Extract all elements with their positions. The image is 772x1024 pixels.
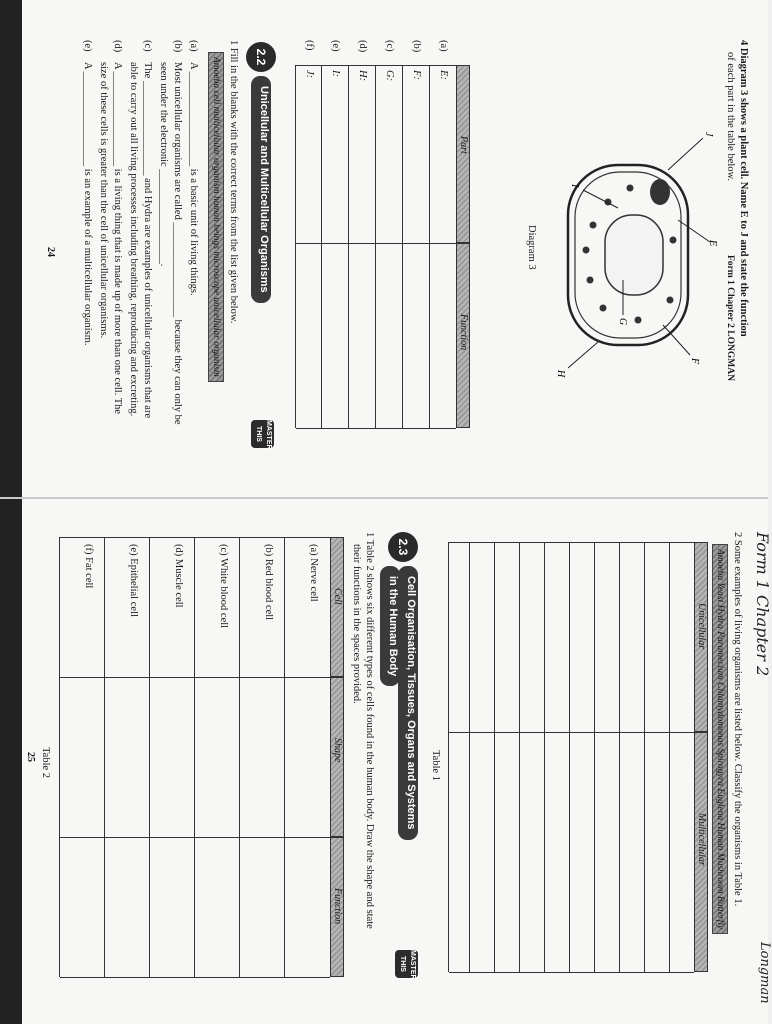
page-24 [0,0,768,512]
section-title-2-3-line2: in the Human Body [380,566,400,686]
page-25 [0,512,772,1024]
cell-row-white-blood: (c) White blood cell [218,544,229,629]
row-d-part: H: [357,70,368,82]
section-number-badge: 2.2 [246,42,276,72]
fill-item-d-cont: size of these cells is greater than the cell of unicellular organisms. [98,62,109,339]
table2-caption: Table 2 [40,747,51,779]
nucleus [650,179,670,205]
table2-header-function: Function [330,837,344,977]
table-header-part: Part [456,65,470,243]
cell-row-muscle: (d) Muscle cell [173,544,184,608]
organism-word-bank: Amoeba Yeast Hydra Paramecium Chlamydomonas Spirogyra Euglena Human Mushroom Butterfly [712,544,728,934]
row-b-item: (b) [411,40,422,53]
handwritten-brand-note: Longman [757,942,772,1004]
section-title-2-3: Cell Organisation, Tissues, Organs and Systems [398,566,418,840]
cell-row-fat: (f) Fat cell [83,544,94,589]
cell-row-red-blood: (b) Red blood cell [263,544,274,621]
label-e: E [707,240,718,247]
fill-item-e-label: (e) [82,40,93,52]
fill-item-e: A __________________ is an example of a multicellular organism. [82,62,93,346]
fill-item-a: A __________________ is a basic unit of living things. [188,62,199,296]
row-b-part: F: [411,70,422,80]
fill-item-c-cont: able to carry out all living processes including breathing, reproducing and excreting. [128,62,139,417]
fill-item-a-label: (a) [188,40,199,52]
row-c-item: (c) [384,40,395,52]
word-bank: Amoeba cell multicellular organism human beings microscope unicellular organism [208,52,224,382]
table1-caption: Table 1 [430,750,441,782]
diagram-caption: Diagram 3 [526,225,537,270]
cell-row-nerve: (a) Nerve cell [308,544,319,602]
chloroplast [627,185,634,192]
page-number-24: 24 [45,247,56,257]
fill-item-c-label: (c) [142,40,153,52]
row-d-item: (d) [357,40,368,53]
chloroplast [590,222,597,229]
table2-header-shape: Shape [330,677,344,837]
label-g: G [617,318,628,326]
question-4-line2: of each part in the table below. [725,52,736,182]
row-e-part: I: [330,70,341,77]
chloroplast [587,277,594,284]
fill-item-c: The __________________ and Hydra are examples of unicellular organisms that are [142,62,153,419]
row-a-item: (a) [438,40,449,52]
row-e-item: (e) [330,40,341,52]
question-2-text: 2 Some examples of living organisms are listed below. Classify the organisms in Table 1. [732,532,743,907]
label-h: H [555,370,566,378]
row-f-item: (f) [304,40,315,51]
chloroplast [635,317,642,324]
section-title: Unicellular and Multicellular Organisms [251,76,271,303]
fill-item-b: Most unicellular organisms are called __________________ because they can only be [172,62,183,425]
table1-header-unicellular: Unicellular [694,542,708,732]
master-this-badge-2: MASTER THIS [395,950,418,978]
master-this-badge: MASTER THIS [251,420,274,448]
chloroplast [670,237,677,244]
table2-header-cell: Cell [330,537,344,677]
table-header-function: Function [456,243,470,428]
chloroplast [600,305,607,312]
cell-row-epithelial: (e) Epithelial cell [128,544,139,617]
handwritten-chapter-note: Form 1 Chapter 2 [753,532,772,677]
fill-item-d: A __________________ is a living thing that is made up of more than one cell. The [112,62,123,415]
question-1-line2: their functions in the spaces provided. [351,544,362,704]
handwritten-overlay-title: Form 1 Chapter 2 LONGMAN [725,255,735,381]
row-a-part: E: [438,70,449,80]
label-j: J [703,132,714,137]
section-number-badge-2-3: 2.3 [388,532,418,562]
fill-item-b-label: (b) [172,40,183,53]
page-number-25: 25 [25,752,36,762]
plant-cell-diagram [548,130,718,390]
fill-item-b-cont: seen under the electronic __________________. [158,62,169,267]
chloroplast [583,247,590,254]
row-c-part: G: [384,70,395,82]
row-f-part: J: [304,70,315,79]
fill-in-instructions: 1 Fill in the blanks with the correct terms from the list given below. [228,40,239,324]
question-4-line1: 4 Diagram 3 shows a plant cell. Name E to J and state the function [738,40,749,337]
label-i: I [569,184,580,188]
vacuole [605,215,663,295]
label-f: F [689,358,700,365]
fill-item-d-label: (d) [112,40,123,53]
question-1-line1: 1 Table 2 shows six different types of cells found in the human body. Draw the shape and state [364,532,375,929]
chloroplast [667,297,674,304]
table1-header-multicellular: Multicellular [694,732,708,972]
